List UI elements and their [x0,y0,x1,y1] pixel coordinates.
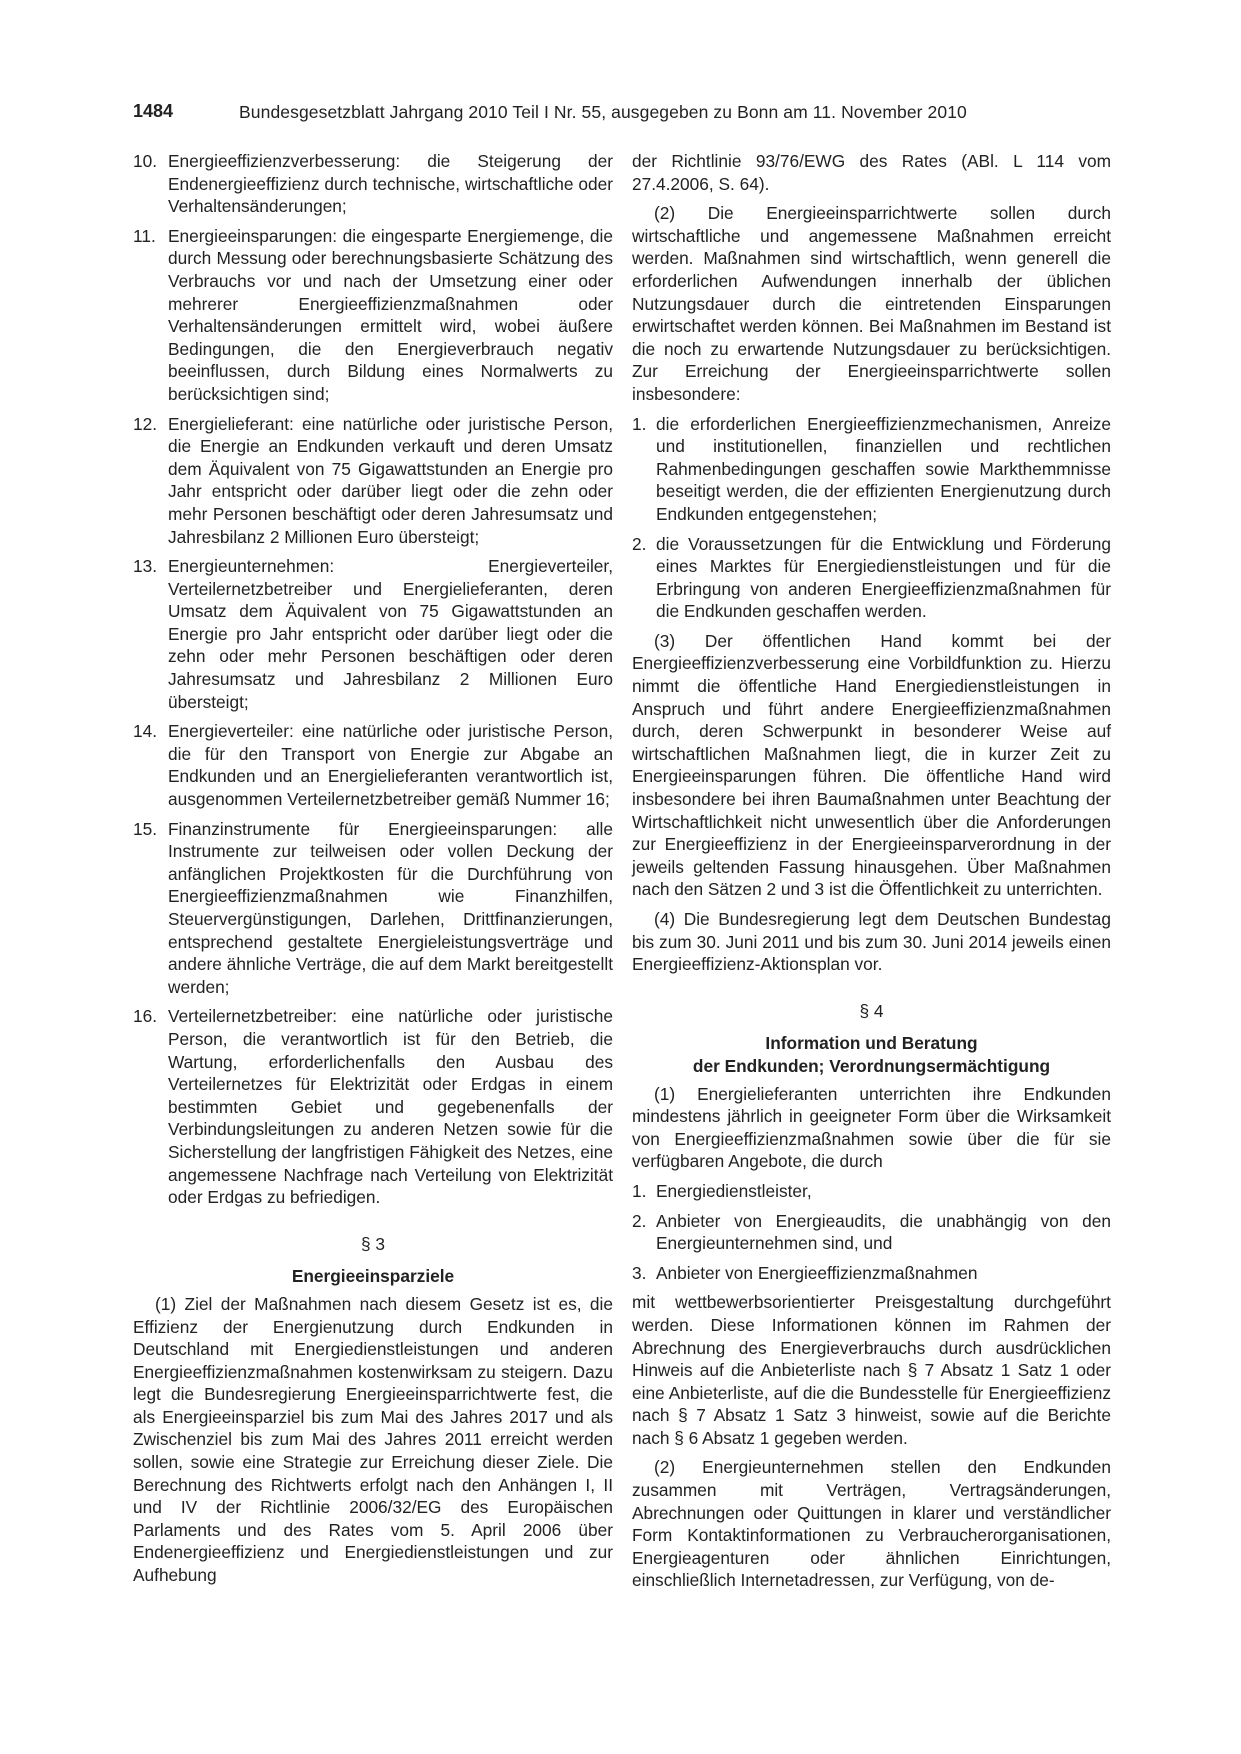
list-item-text: Anbieter von Energieeffizienzmaßnahmen [656,1262,978,1283]
list-item [632,413,1111,526]
definition-number: 15. [133,818,158,839]
definition-text: Energieeffizienzverbesserung: die Steigerung der Endenergieeffizienz durch technische, wirtschaftliche oder Verhaltensänderungen; [168,151,613,217]
definition-item [133,555,613,713]
definition-number: 16. [133,1006,158,1027]
definition-item [133,720,613,810]
page-header [133,101,1013,127]
definition-number: 13. [133,556,158,577]
definition-item [133,1005,613,1208]
section-3-paragraph-1-continued: der Richtlinie 93/76/EWG des Rates (ABl. L 114 vom 27.4.2006, S. 64). [632,151,1111,194]
definition-item [133,225,613,406]
definition-item [133,413,613,549]
section-3-title: Energieeinsparziele [291,1266,455,1287]
section-4-paragraph-1: (1) Energielieferanten unterrichten ihre Endkunden mindestens jährlich in geeigneter Form über die Wirksamkeit von Energieeffizienzmaßnahmen sowie über die für sie verfügbaren Angebote, die durch [632,1083,1111,1172]
list-item-text: die Voraussetzungen für die Entwicklung und Förderung eines Marktes für Energiedienstleistungen und für die Erbringung von anderen Energieeffizienzmaßnahmen für die Endkunden geschaffen werden. [656,533,1111,622]
list-item-number: 3. [632,1262,647,1283]
definition-item [133,818,613,999]
definition-number: 14. [133,721,158,742]
list-item-text: Anbieter von Energieaudits, die unabhängig von den Energieunternehmen sind, und [656,1210,1111,1254]
definition-text: Finanzinstrumente für Energieeinsparungen: alle Instrumente zur teilweisen oder vollen Deckung der anfänglichen Projektkosten für die Durchführung von Energieeffizienzmaßnahmen wie Finanzhilfen, Steuervergünstigungen, Darlehen, Drittfinanzierungen, entsprechend gestaltete Energieleistungsverträge und andere ähnliche Verträge, die auf dem Markt bereitgestellt werden; [168,818,613,997]
definition-number: 12. [133,413,158,434]
list-item [632,1262,1111,1285]
section-3-number: § 3 [360,1233,386,1254]
list-item [632,1210,1111,1255]
list-item [632,1180,1111,1203]
definition-number: 10. [133,151,158,171]
list-item-text: die erforderlichen Energieeffizienzmechanismen, Anreize und institutionellen, finanziellen und rechtlichen Rahmenbedingungen geschaffen sowie Markthemmnisse beseitigt werden, die der effizienten Energienutzung durch Endkunden entgegenstehen; [656,413,1111,524]
section-3-paragraph-1: (1) Ziel der Maßnahmen nach diesem Gesetz ist es, die Effizienz der Energienutzung durch Endkunden in Deutschland mit Energiedienstleistungen und anderen Energieeffizienzmaßnahmen kostenwirksam zu steigern. Dazu legt die Bundesregierung Energieeinsparrichtwerte fest, die als Energieeinsparziel bis zum Mai des Jahres 2017 und als Zwischenziel bis zum Mai des Jahres 2011 erreicht werden sollen, sowie eine Strategie zur Erreichung dieser Ziele. Die Berechnung des Richtwerts erfolgt nach den Anhängen I, II und IV der Richtlinie 2006/32/EG des Europäischen Parlaments und des Rates vom 5. April 2006 über Endenergieeffizienz und Energiedienstleistungen und zur Aufhebung [133,1293,613,1586]
section-4-number: § 4 [859,1000,884,1021]
section-4-title-line-2: der Endkunden; Verordnungsermächtigung [692,1055,1051,1076]
definition-text: Energieeinsparungen: die eingesparte Energiemenge, die durch Messung oder berechnungsbasierte Schätzung des Verbrauchs vor und nach der Umsetzung einer oder mehrerer Energieeffizienzmaßnahmen oder Verhaltensänderungen ermittelt wird, wobei äußere Bedingungen, die den Energieverbrauch negativ beeinflussen, durch Bildung eines Normalwerts zu berücksichtigen sind; [168,225,613,404]
section-4-paragraph-2: (2) Energieunternehmen stellen den Endkunden zusammen mit Verträgen, Vertragsänderungen, Abrechnungen oder Quittungen in klarer und verständlicher Form Kontaktinformationen zu Verbraucherorganisationen, Energieagenturen oder ähnlichen Einrichtungen, einschließlich Internetadressen, zur Verfügung, von de- [632,1457,1111,1591]
definition-text: Energieverteiler: eine natürliche oder juristische Person, die für den Transport von Energie zur Abgabe an Endkunden und an Energielieferanten verantwortlich ist, ausgenommen Verteilernetzbetreiber gemäß Nummer 16; [168,721,613,810]
section-3-paragraph-3: (3) Der öffentlichen Hand kommt bei der Energieeffizienzverbesserung eine Vorbildfunktion zu. Hierzu nimmt die öffentliche Hand Energiedienstleistungen in Anspruch und führt andere Energieeffizienzmaßnahmen durch, deren Schwerpunkt in besonderer Weise auf wirtschaftlichen Maßnahmen liegt, die in kurzer Zeit zu Energieeinsparungen führen. Die öffentliche Hand wird insbesondere bei ihren Baumaßnahmen unter Beachtung der Wirtschaftlichkeit nicht unwesentlich über die Anforderungen zur Energieeffizienz in der Energieeinsparverordnung in der jeweils geltenden Fassung hinausgehen. Über Maßnahmen nach den Sätzen 2 und 3 ist die Öffentlichkeit zu unterrichten. [632,630,1111,900]
list-item-number: 1. [632,413,647,434]
definition-text: Energielieferant: eine natürliche oder juristische Person, die Energie an Endkunden verkauft und deren Umsatz dem Äquivalent von 75 Gigawattstunden an Energie pro Jahr entspricht oder darüber liegt oder die zehn oder mehr Personen beschäftigt oder deren Jahresumsatz und Jahresbilanz 2 Millionen Euro übersteigt; [168,413,613,547]
section-3-paragraph-4: (4) Die Bundesregierung legt dem Deutschen Bundestag bis zum 30. Juni 2011 und bis zum 30. Juni 2014 jeweils einen Energieeffizienz-Aktionsplan vor. [632,909,1111,975]
left-column [133,150,613,1594]
section-4-title-line-1: Information und Beratung [765,1033,978,1054]
definition-text: Energieunternehmen: Energieverteiler, Verteilernetzbetreiber und Energielieferanten, deren Umsatz dem Äquivalent von 75 Gigawattstunden an Energie pro Jahr entspricht oder darüber liegt oder die zehn oder mehr Personen beschäftigen oder deren Jahresumsatz und Jahresbilanz 2 Millionen Euro übersteigt; [168,556,613,712]
list-item-text: Energiedienstleister, [656,1180,812,1201]
list-item-number: 2. [632,533,647,554]
definition-item [133,150,613,218]
page-number: 1484 [133,101,174,121]
list-item [632,533,1111,623]
list-item-number: 1. [632,1180,647,1201]
running-title: Bundesgesetzblatt Jahrgang 2010 Teil I Nr. 55, ausgegeben zu Bonn am 11. November 2010 [239,102,967,122]
section-4-paragraph-1-continued: mit wettbewerbsorientierter Preisgestaltung durchgeführt werden. Diese Informationen können im Rahmen der Abrechnung des Energieverbrauchs durch ausdrücklichen Hinweis auf die Anbieterliste nach § 7 Absatz 1 Satz 1 oder eine Anbieterliste, auf die die Bundesstelle für Energieeffizienz nach § 7 Absatz 1 Satz 3 hinweist, sowie auf die Berichte nach § 6 Absatz 1 gegeben werden. [632,1292,1111,1448]
list-item-number: 2. [632,1210,647,1231]
definition-text: Verteilernetzbetreiber: eine natürliche oder juristische Person, die verantwortlich ist für den Betrieb, die Wartung, erforderlichenfalls den Ausbau des Verteilernetzes für Elektrizität oder Erdgas in einem bestimmten Gebiet und gegebenenfalls der Verbindungsleitungen zu anderen Netzen sowie für die Sicherstellung der langfristigen Fähigkeit des Netzes, eine angemessene Nachfrage nach Verteilung von Elektrizität oder Erdgas zu befriedigen. [168,1006,613,1208]
definition-number: 11. [133,225,156,246]
right-column [632,150,1111,1599]
section-3-paragraph-2: (2) Die Energieeinsparrichtwerte sollen durch wirtschaftliche und angemessene Maßnahmen erreicht werden. Maßnahmen sind wirtschaftlich, wenn generell die erforderlichen Aufwendungen innerhalb der üblichen Nutzungsdauer durch die eintretenden Einsparungen erwirtschaftet werden können. Bei Maßnahmen im Bestand ist die noch zu erwartende Nutzungsdauer zu berücksichtigen. Zur Erreichung der Energieeinsparrichtwerte sollen insbesondere: [632,203,1111,404]
